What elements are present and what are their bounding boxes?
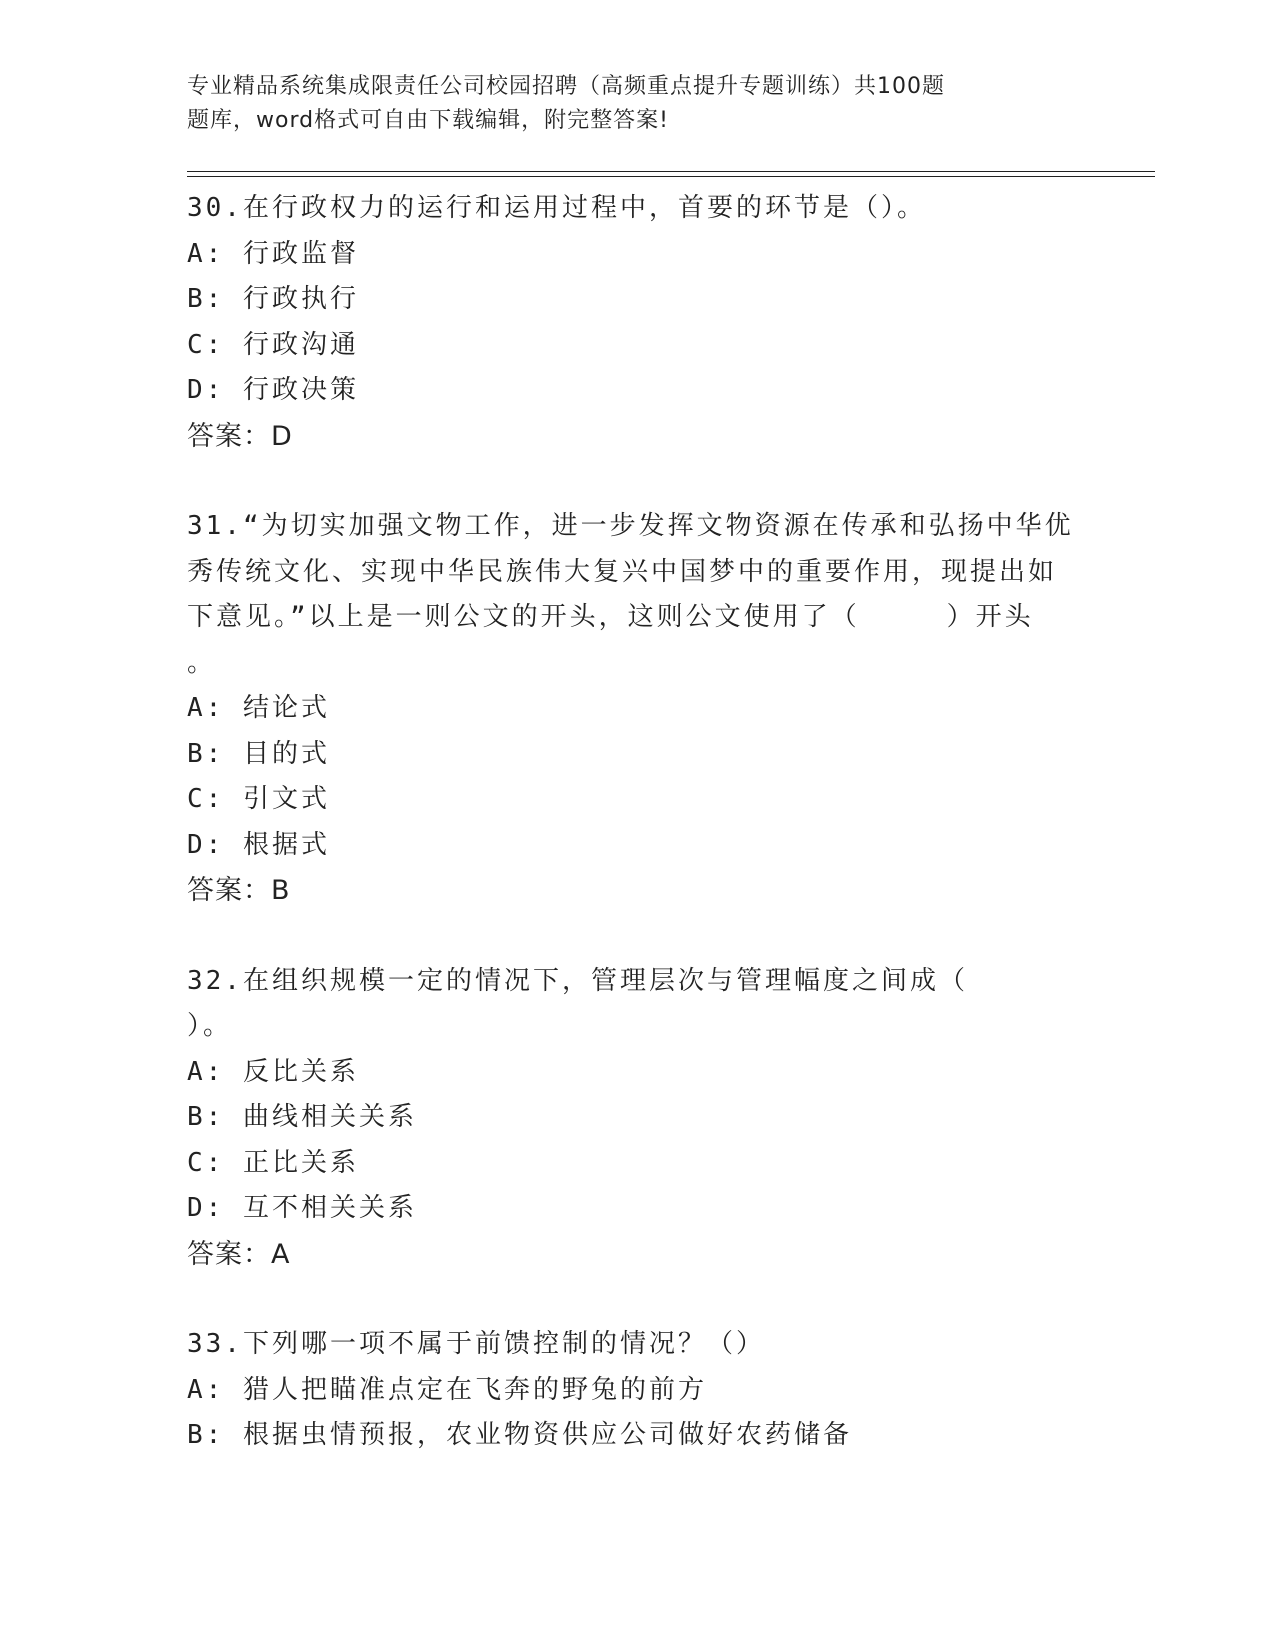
- question-32: [187, 959, 1087, 1278]
- question-stem: 33.下列哪一项不属于前馈控制的情况？（）: [187, 1329, 765, 1359]
- question-33: [187, 1322, 1087, 1459]
- document-header: [187, 70, 1037, 138]
- question-30: [187, 186, 1087, 459]
- option-a: A: 反比关系: [187, 1056, 359, 1087]
- header-line-2: 题库，word格式可自由下载编辑，附完整答案!: [187, 108, 669, 133]
- option-c: C: 引文式: [187, 784, 330, 814]
- answer: 答案：B: [187, 875, 291, 906]
- option-d: D: 行政决策: [187, 375, 359, 405]
- question-stem: 30.在行政权力的运行和运用过程中，首要的环节是（）。: [187, 193, 926, 223]
- header-rule-top: [187, 171, 1155, 172]
- question-stem-line-2: ）。: [187, 1011, 233, 1041]
- answer: 答案：A: [187, 1238, 291, 1270]
- question-stem-line-1: 31.“为切实加强文物工作，进一步发挥文物资源在传承和弘扬中华优: [187, 511, 1074, 541]
- option-b: B: 根据虫情预报，农业物资供应公司做好农药储备: [187, 1420, 852, 1450]
- option-b: B: 行政执行: [187, 284, 359, 314]
- option-b: B: 目的式: [187, 738, 330, 769]
- question-31: [187, 504, 1087, 914]
- question-list: [187, 186, 1087, 1459]
- question-stem-line-3: 下意见。”以上是一则公文的开头，这则公文使用了（ ）开头: [187, 602, 1034, 632]
- option-b: B: 曲线相关关系: [187, 1102, 417, 1132]
- header-line-1: 专业精品系统集成限责任公司校园招聘（高频重点提升专题训练）共100题: [187, 74, 945, 99]
- option-d: D: 根据式: [187, 829, 330, 860]
- question-stem-line-2: 秀传统文化、实现中华民族伟大复兴中国梦中的重要作用，现提出如: [187, 556, 1058, 587]
- option-a: A: 结论式: [187, 693, 330, 723]
- option-a: A: 行政监督: [187, 238, 359, 269]
- question-stem-line-4: 。: [187, 647, 217, 678]
- answer: 答案：D: [187, 420, 293, 452]
- option-a: A: 猎人把瞄准点定在飞奔的野兔的前方: [187, 1374, 707, 1405]
- header-rule-bottom: [187, 176, 1155, 177]
- question-stem-line-1: 32.在组织规模一定的情况下，管理层次与管理幅度之间成（: [187, 965, 968, 996]
- option-c: C: 行政沟通: [187, 329, 359, 360]
- option-d: D: 互不相关关系: [187, 1193, 417, 1223]
- option-c: C: 正比关系: [187, 1147, 359, 1178]
